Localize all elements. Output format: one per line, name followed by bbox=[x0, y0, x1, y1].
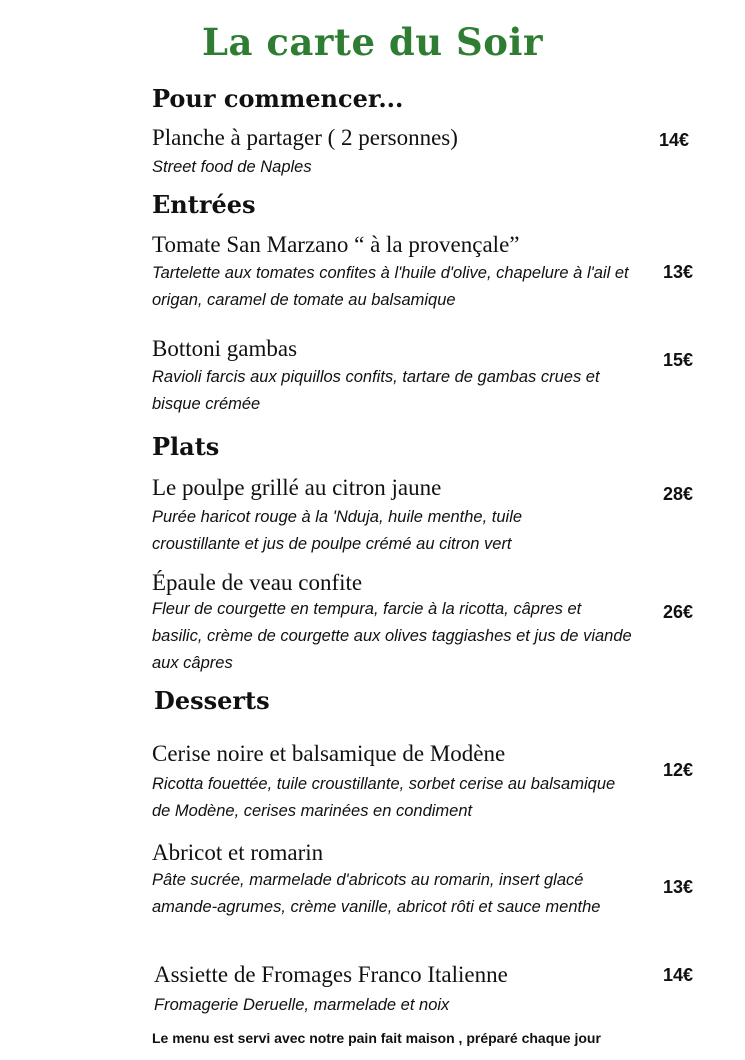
dish-name: Le poulpe grillé au citron jaune bbox=[152, 475, 442, 500]
dish-name: Épaule de veau confite bbox=[152, 570, 363, 595]
dish-description: Pâte sucrée, marmelade d'abricots au romarin, insert glacé amande-agrumes, crème vanille, abricot rôti et sauce menthe bbox=[152, 871, 601, 916]
dish-name: Planche à partager ( 2 personnes) bbox=[152, 125, 458, 150]
dish-name: Cerise noire et balsamique de Modène bbox=[152, 741, 506, 766]
menu-title: La carte du Soir bbox=[202, 20, 543, 64]
dish-description: Street food de Naples bbox=[152, 158, 312, 176]
section-heading-entrees: Entrées bbox=[152, 190, 256, 219]
dish-price: 26€ bbox=[662, 602, 694, 622]
dish-name: Assiette de Fromages Franco Italienne bbox=[154, 962, 508, 987]
section-heading-starters: Pour commencer... bbox=[152, 84, 404, 113]
section-heading-mains: Plats bbox=[152, 432, 220, 461]
dish-name: Bottoni gambas bbox=[152, 336, 298, 361]
dish-description: Ricotta fouettée, tuile croustillante, sorbet cerise au balsamique de Modène, cerises marinées en condiment bbox=[152, 775, 616, 820]
dish-price: 14€ bbox=[662, 965, 694, 985]
dish-price: 13€ bbox=[662, 262, 694, 282]
dish-price: 15€ bbox=[662, 350, 694, 370]
dish-description: Purée haricot rouge à la 'Nduja, huile menthe, tuile croustillante et jus de poulpe crémé au citron vert bbox=[152, 508, 523, 553]
dish-name: Abricot et romarin bbox=[152, 840, 324, 865]
section-heading-desserts: Desserts bbox=[154, 686, 270, 715]
dish-price: 13€ bbox=[662, 877, 694, 897]
dish-price: 28€ bbox=[662, 484, 694, 504]
dish-description: Tartelette aux tomates confites à l'huile d'olive, chapelure à l'ail et origan, caramel de tomate au balsamique bbox=[152, 264, 629, 309]
dish-description: Ravioli farcis aux piquillos confits, tartare de gambas crues et bisque crémée bbox=[152, 368, 600, 413]
dish-description: Fleur de courgette en tempura, farcie à la ricotta, câpres et basilic, crème de courgette aux olives taggiashes et jus de viande aux câpres bbox=[152, 600, 632, 672]
dish-description: Fromagerie Deruelle, marmelade et noix bbox=[154, 996, 450, 1014]
dish-name: Tomate San Marzano “ à la provençale” bbox=[152, 232, 520, 257]
dish-price: 14€ bbox=[658, 130, 690, 150]
footer-note: Le menu est servi avec notre pain fait maison , préparé chaque jour bbox=[152, 1030, 601, 1046]
dish-price: 12€ bbox=[662, 760, 694, 780]
